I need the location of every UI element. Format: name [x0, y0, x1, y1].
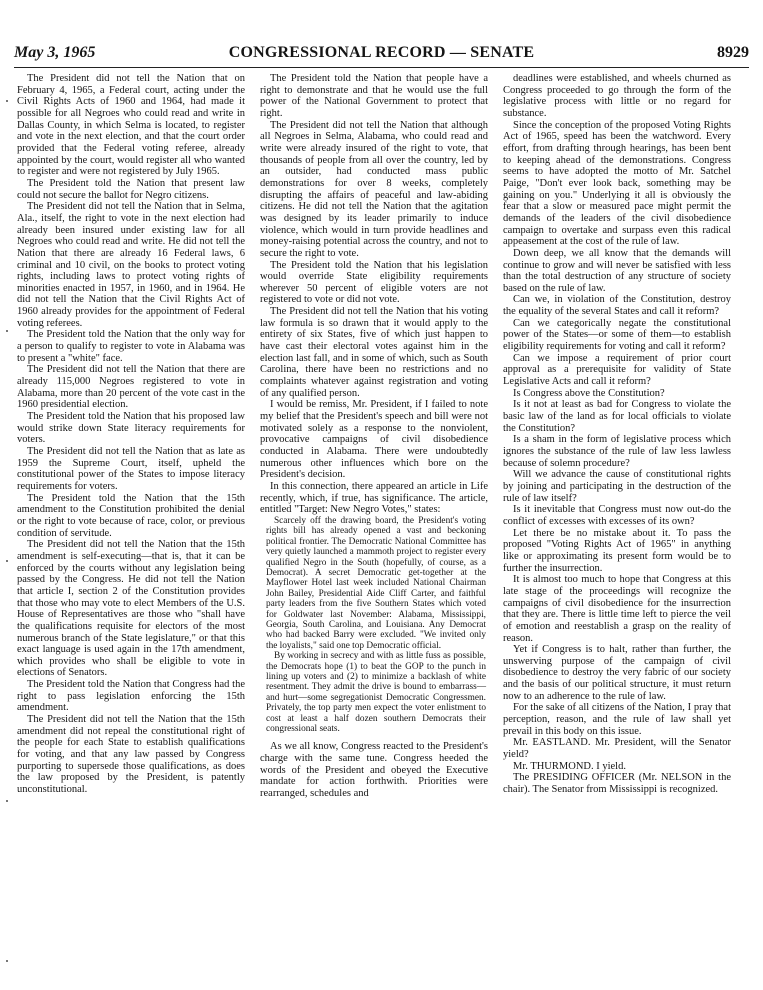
scan-speck [6, 960, 8, 962]
paragraph: Can we impose a requirement of prior court approval as a prerequisite for validity of State Legislative Acts and call it reform? [503, 352, 731, 388]
paragraph: The President did not tell the Nation that his voting law formula is so drawn that it would apply to the entirety of six States, five of which just happen to have cast their electoral votes against him in the election last fall, and in some of which, such as South Carolina, there have been no restrictions and no complaints whatever against registration and voting of any qualified person. [260, 306, 488, 399]
paragraph: The President did not tell the Nation that as late as 1959 the Supreme Court, itself, upheld the constitutional power of the States to impose literacy requirements for voters. [17, 446, 245, 492]
paragraph: The President did not tell the Nation that the 15th amendment is self-executing—that is, that it can be enforced by the courts without any legislation being passed by the Congress. He did not tell the Nation that article I, section 2 of the Constitution provides that those who may vote to elect Members of the U.S. House of Representatives are those who "shall have the qualifications requisite for electors of the most numerous branch of the State legislature," or that this exact language is used again in the 17th amendment, which provides who shall be eligible to vote in elections of Senators. [17, 539, 245, 679]
paragraph: Yet if Congress is to halt, rather than further, the unswerving purpose of the campaign of civil disobedience to destroy the very fabric of our society and the basis of our political structure, it must return now to an adherence to the rule of law. [503, 644, 731, 702]
paragraph: The President did not tell the Nation that in Selma, Ala., itself, the right to vote in the next election had already been insured under existing law for all Negroes who could read and write. He did not tell the Nation that there are already 16 Federal laws, 6 criminal and 10 civil, on the books to protect voting rights, including laws to protect voting rights of minorities enacted in 1957, in 1960, and in 1964. He did not tell the Nation that the Civil Rights Act of 1960 already provides for the appointment of Federal voting referees. [17, 201, 245, 329]
paragraph: The President told the Nation that his proposed law would strike down State literacy requirements for voters. [17, 411, 245, 446]
paragraph: deadlines were established, and wheels churned as Congress proceeded to go through the form of the legislative process with little or no regard for substance. [503, 73, 731, 119]
paragraph: The President told the Nation that his legislation would override State eligibility requirements wherever 50 percent of eligible voters are not registered to vote or did not vote. [260, 259, 488, 306]
scan-speck [6, 330, 8, 332]
text-column-3 [503, 73, 731, 796]
block-quote: Scarcely off the drawing board, the President's voting rights bill has already opened a vast and beckoning political frontier. The Democratic National Committee has very quietly launched a mammoth project to register every qualified Negro in the South (hopefully, of course, as a Democrat). A secret Democratic get-together at the Mayflower Hotel last week included National Chairman John Bailey, Presidential Aide Cliff Carter, and faithful party leaders from the five Southern States which voted for Goldwater last November: Alabama, Mississippi, Georgia, South Carolina, and Louisiana. Any Democrat who had backed Barry were excluded. "We invited only the loyalists," said one top Democratic official. [266, 515, 486, 651]
scan-speck [6, 800, 8, 802]
block-quote: By working in secrecy and with as little fuss as possible, the Democrats hope (1) to beat the GOP to the punch in lining up voters and (2) to minimize a backlash of white resentment. They admit the drive is bound to embarrass—and hurt—some segregationist Democratic Congressmen. Privately, the top party men expect the voter enlistment to cost at least a half dozen southern Democrats their congressional seats. [266, 651, 486, 735]
paragraph: The President did not tell the Nation that the 15th amendment did not repeal the constitutional right of the people for each State to establish qualifications for voting, and that any law passed by Congress purporting to supersede those qualifications, as does the law proposed by the President, is patently unconstitutional. [17, 714, 245, 796]
paragraph: Is Congress above the Constitution? [513, 387, 665, 399]
paragraph: The President told the Nation that Congress had the right to pass legislation enforcing the 15th amendment. [17, 679, 245, 714]
paragraph: Will we advance the cause of constitutional rights by joining and participating in the destruction of the rule of law itself? [503, 469, 731, 504]
header-page-number: 8929 [717, 44, 749, 61]
paragraph: The President told the Nation that people have a right to demonstrate and that he would use the full power of the National Government to protect that right. [260, 73, 488, 119]
header-title: CONGRESSIONAL RECORD — SENATE [228, 44, 535, 61]
paragraph: The President told the Nation that present law could not secure the ballot for Negro citizens. [17, 177, 245, 201]
paragraph: For the sake of all citizens of the Nation, I pray that perception, reason, and the rule of law shall yet prevail in this body on this issue. [503, 702, 731, 737]
paragraph: The President did not tell the Nation that there are already 115,000 Negroes registered to vote in Alabama, more than 20 percent of the vote cast in the 1960 presidential election. [17, 364, 245, 411]
paragraph: I would be remiss, Mr. President, if I failed to note my belief that the President's speech and bill were not motivated solely as a response to the nonviolent, provocative campaigns of civil disobedience conducted in Alabama. There were undoubtedly numerous other influences which bore on the President's decision. [260, 399, 488, 481]
header-date: May 3, 1965 [14, 44, 96, 61]
paragraph: Mr. THURMOND. I yield. [513, 760, 626, 772]
paragraph: Let there be no mistake about it. To pass the proposed "Voting Rights Act of 1965" in anything like or approximating its present form would be to further the insurrection. [503, 527, 731, 574]
paragraph: It is almost too much to hope that Congress at this late stage of the proceedings will recognize the campaigns of civil disobedience for the insurrection that they are. There is little time left to pierce the veil of emotion and reestablish a grasp on the reality of reason. [503, 574, 731, 644]
paragraph: Is a sham in the form of legislative process which ignores the substance of the rule of law less lawless because of solemn procedure? [503, 434, 731, 469]
header-rule [14, 67, 749, 68]
paragraph: Since the conception of the proposed Voting Rights Act of 1965, speed has been the watchword. Every effort, from drafting through hearings, has been bent to keeping ahead of the demonstrations. Congress seems to have adopted the motto of Mr. Satchel Paige, "Don't ever look back, something may be gaining on you." Underlying it all is obviously the fear that a slow or measured pace might permit the demands of the leaders of the civil disobedience campaign to overtake and surpass even this radical appeasement at the cost of the rule of law. [503, 119, 731, 248]
paragraph: Can we, in violation of the Constitution, destroy the equality of the several States and call it reform? [503, 294, 731, 318]
scan-speck [6, 560, 8, 562]
text-column-1 [17, 73, 245, 796]
text-column-2 [260, 73, 488, 800]
paragraph: The President told the Nation that the 15th amendment to the Constitution prohibited the denial or the right to vote because of race, color, or previous condition of servitude. [17, 492, 245, 539]
paragraph: Is it inevitable that Congress must now out-do the conflict of excesses with excesses of its own? [503, 504, 731, 527]
paragraph: Down deep, we all know that the demands will continue to grow and will never be satisfied with less than the total destruction of any structure of society based on the rule of law. [503, 247, 731, 294]
paragraph: The President told the Nation that the only way for a person to qualify to register to vote in Alabama was to present a "white" face. [17, 329, 245, 364]
scan-margin-marks [4, 0, 10, 990]
paragraph: Can we categorically negate the constitutional power of the States—or some of them—to establish eligibility requirements for voting and call it reform? [503, 317, 731, 353]
paragraph: In this connection, there appeared an article in Life recently, which, if true, has significance. The article, entitled "Target: New Negro Votes," states: [260, 480, 488, 516]
paragraph: Is it not at least as bad for Congress to violate the basic law of the land as for local officials to violate the Constitution? [503, 399, 731, 434]
paragraph: The President did not tell the Nation that on February 4, 1965, a Federal court, acting under the Civil Rights Acts of 1960 and 1964, had made it possible for all Negroes who could read and write in Dallas County, in which Selma is located, to register and vote in the next election, and that the court order provided that the Federal voting referee, already appointed by the court, would register all who wanted to register and were not registered by July 1965. [17, 73, 245, 178]
paragraph: As we all know, Congress reacted to the President's charge with the same tune. Congress heeded the words of the President and obeyed the Executive mandate for action forthwith. Priorities were rearranged, schedules and [260, 741, 488, 800]
paragraph: The President did not tell the Nation that although all Negroes in Selma, Alabama, who could read and write were already insured of the right to vote, that thousands of people from all over the country, led by an outsider, had conducted mass public demonstrations for over 8 weeks, completely disrupting the affairs of peaceful and law-abiding citizens. He did not tell the Nation that the agitation was designed by its leader primarily to induce violence, which would in turn provide headlines and money-raising potential across the country, and not to secure the right to vote. [260, 119, 488, 259]
scan-speck [6, 100, 8, 102]
page-header [14, 44, 749, 68]
paragraph: Mr. EASTLAND. Mr. President, will the Senator yield? [503, 737, 731, 761]
paragraph: The PRESIDING OFFICER (Mr. NELSON in the chair). The Senator from Mississippi is recognized. [503, 772, 731, 796]
